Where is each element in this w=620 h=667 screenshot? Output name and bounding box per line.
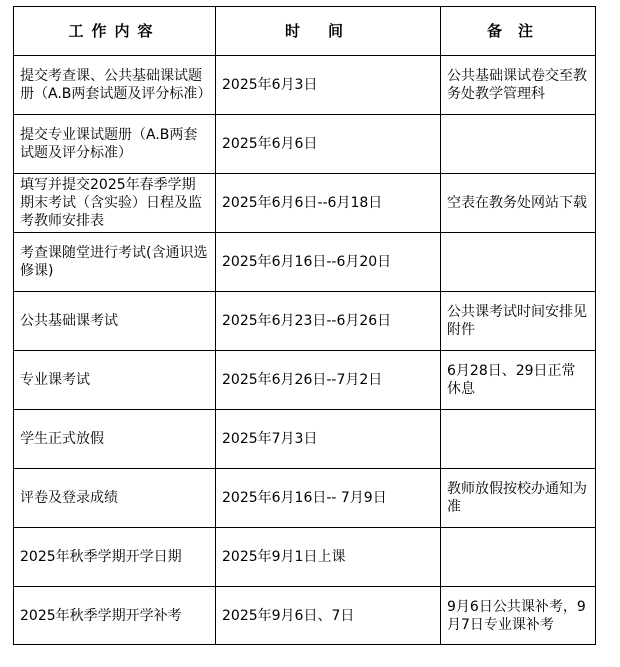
time-cell: 2025年9月6日、7日 — [216, 587, 441, 645]
task-cell: 2025年秋季学期开学补考 — [14, 587, 216, 645]
time-cell: 2025年6月6日--6月18日 — [216, 174, 441, 233]
note-cell — [441, 115, 596, 174]
task-cell: 填写并提交2025年春季学期期末考试（含实验）日程及监考教师安排表 — [14, 174, 216, 233]
header-note: 备注 — [441, 7, 596, 56]
note-cell: 9月6日公共课补考，9月7日专业课补考 — [441, 587, 596, 645]
table-row — [14, 292, 596, 351]
note-cell: 公共课考试时间安排见附件 — [441, 292, 596, 351]
time-cell: 2025年6月23日--6月26日 — [216, 292, 441, 351]
time-cell: 2025年9月1日上课 — [216, 528, 441, 587]
task-cell: 公共基础课考试 — [14, 292, 216, 351]
table-row — [14, 410, 596, 469]
note-cell: 教师放假按校办通知为准 — [441, 469, 596, 528]
note-cell: 空表在教务处网站下载 — [441, 174, 596, 233]
time-cell: 2025年7月3日 — [216, 410, 441, 469]
task-cell: 评卷及登录成绩 — [14, 469, 216, 528]
table-row — [14, 115, 596, 174]
table-row — [14, 528, 596, 587]
header-time: 时间 — [216, 7, 441, 56]
header-task: 工作内容 — [14, 7, 216, 56]
table-row — [14, 233, 596, 292]
table-row — [14, 351, 596, 410]
note-cell: 公共基础课试卷交至教务处教学管理科 — [441, 56, 596, 115]
time-cell: 2025年6月16日-- 7月9日 — [216, 469, 441, 528]
note-cell — [441, 528, 596, 587]
note-cell — [441, 410, 596, 469]
time-cell: 2025年6月16日--6月20日 — [216, 233, 441, 292]
table-row — [14, 469, 596, 528]
task-cell: 提交专业课试题册（A.B两套试题及评分标准） — [14, 115, 216, 174]
task-cell: 专业课考试 — [14, 351, 216, 410]
time-cell: 2025年6月6日 — [216, 115, 441, 174]
task-cell: 考查课随堂进行考试(含通识选修课) — [14, 233, 216, 292]
task-cell: 2025年秋季学期开学日期 — [14, 528, 216, 587]
table-row — [14, 587, 596, 645]
table-row — [14, 174, 596, 233]
note-cell — [441, 233, 596, 292]
table-row — [14, 56, 596, 115]
task-cell: 提交考查课、公共基础课试题册（A.B两套试题及评分标准） — [14, 56, 216, 115]
note-cell: 6月28日、29日正常休息 — [441, 351, 596, 410]
time-cell: 2025年6月26日--7月2日 — [216, 351, 441, 410]
header-row — [14, 7, 596, 56]
task-cell: 学生正式放假 — [14, 410, 216, 469]
exam-schedule-table — [13, 6, 596, 645]
time-cell: 2025年6月3日 — [216, 56, 441, 115]
